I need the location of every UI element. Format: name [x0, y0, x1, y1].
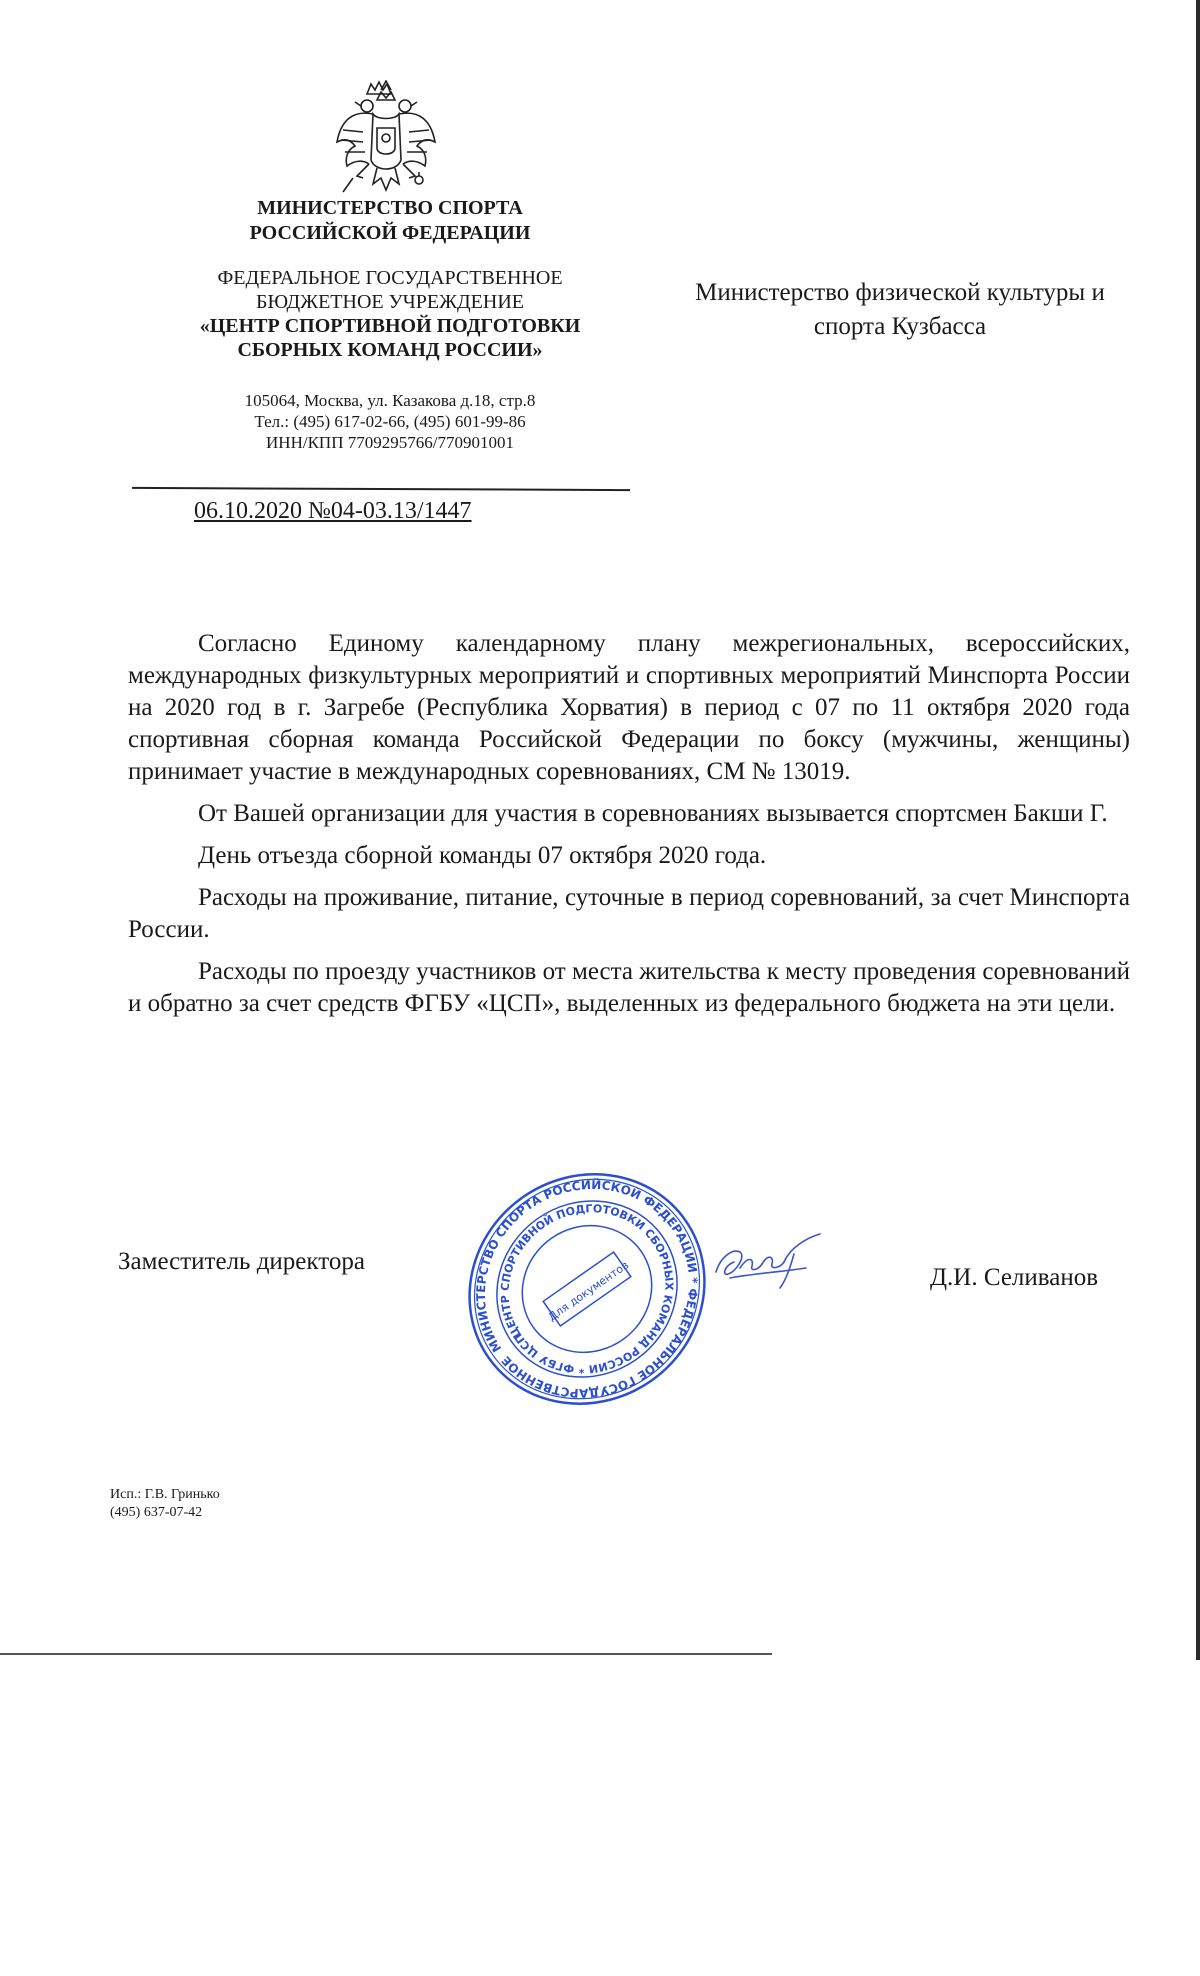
letterhead-divider	[132, 487, 630, 491]
inn-kpp: ИНН/КПП 7709295766/770901001	[266, 433, 514, 452]
addressee-line-2: спорта Кузбасса	[813, 313, 987, 340]
ministry-line-2: РОССИЙСКОЙ ФЕДЕРАЦИИ	[249, 222, 531, 244]
body-paragraph-4: Расходы на проживание, питание, суточные в период соревнований, за счет Минспорта России.	[128, 884, 1130, 943]
letter-body	[128, 628, 1130, 1030]
phone-numbers: Тел.: (495) 617-02-66, (495) 601-99-86	[254, 412, 526, 431]
stamp-inner-text: ЦЕНТР СПОРТИВНОЙ ПОДГОТОВКИ СБОРНЫХ КОМАНД РОССИИ * ФГБУ ЦСП	[498, 1202, 676, 1376]
scan-right-edge	[1196, 0, 1200, 1660]
institution-line-4: СБОРНЫХ КОМАНД РОССИИ»	[237, 339, 543, 361]
address-block	[130, 390, 650, 453]
executor-phone: (495) 637-07-42	[110, 1505, 203, 1520]
institution-line-2: БЮДЖЕТНОЕ УЧРЕЖДЕНИЕ	[255, 291, 525, 313]
ministry-header	[130, 196, 650, 246]
body-paragraph-3: День отъезда сборной команды 07 октября 2020 года.	[198, 842, 767, 869]
addressee-block	[660, 276, 1140, 344]
body-paragraph-5: Расходы по проезду участников от места жительства к месту проведения соревнований и обратно за счет средств ФГБУ «ЦСП», выделенных из федерального бюджета на эти цели.	[128, 958, 1130, 1017]
reference-number: 06.10.2020 №04-03.13/1447	[194, 498, 472, 524]
institution-line-1: ФЕДЕРАЛЬНОЕ ГОСУДАРСТВЕННОЕ	[217, 267, 563, 289]
signatory-title: Заместитель директора	[118, 1248, 365, 1275]
postal-address: 105064, Москва, ул. Казакова д.18, стр.8	[244, 391, 536, 410]
page-bottom-edge	[0, 1653, 772, 1655]
handwritten-signature	[710, 1228, 830, 1292]
addressee-line-1: Министерство физической культуры и	[695, 279, 1105, 306]
coat-of-arms-emblem	[333, 80, 439, 198]
institution-line-3: «ЦЕНТР СПОРТИВНОЙ ПОДГОТОВКИ	[199, 315, 581, 337]
official-stamp	[462, 1172, 712, 1406]
signatory-name: Д.И. Селиванов	[930, 1264, 1099, 1291]
institution-header	[130, 266, 650, 362]
body-paragraph-1: Согласно Единому календарному плану межрегиональных, всероссийских, международных физкультурных мероприятий и спортивных мероприятий Минспорта России на 2020 год в г. Загребе (Республика Хорватия) в период с 07 по 11 октября 2020 года спортивная сборная команда Российской Федерации по боксу (мужчины, женщины) принимает участие в международных соревнованиях, СМ № 13019.	[128, 630, 1130, 785]
stamp-outer-text: МИНИСТЕРСТВО СПОРТА РОССИЙСКОЙ ФЕДЕРАЦИИ * ФЕДЕРАЛЬНОЕ ГОСУДАРСТВЕННОЕ	[473, 1177, 701, 1401]
stamp-center-text: Для документов	[545, 1258, 632, 1324]
body-paragraph-2: От Вашей организации для участия в соревнованиях вызывается спортсмен Бакши Г.	[198, 800, 1108, 827]
ministry-line-1: МИНИСТЕРСТВО СПОРТА	[257, 197, 523, 219]
executor-block	[110, 1486, 220, 1522]
executor-name: Исп.: Г.В. Гринько	[110, 1487, 220, 1502]
